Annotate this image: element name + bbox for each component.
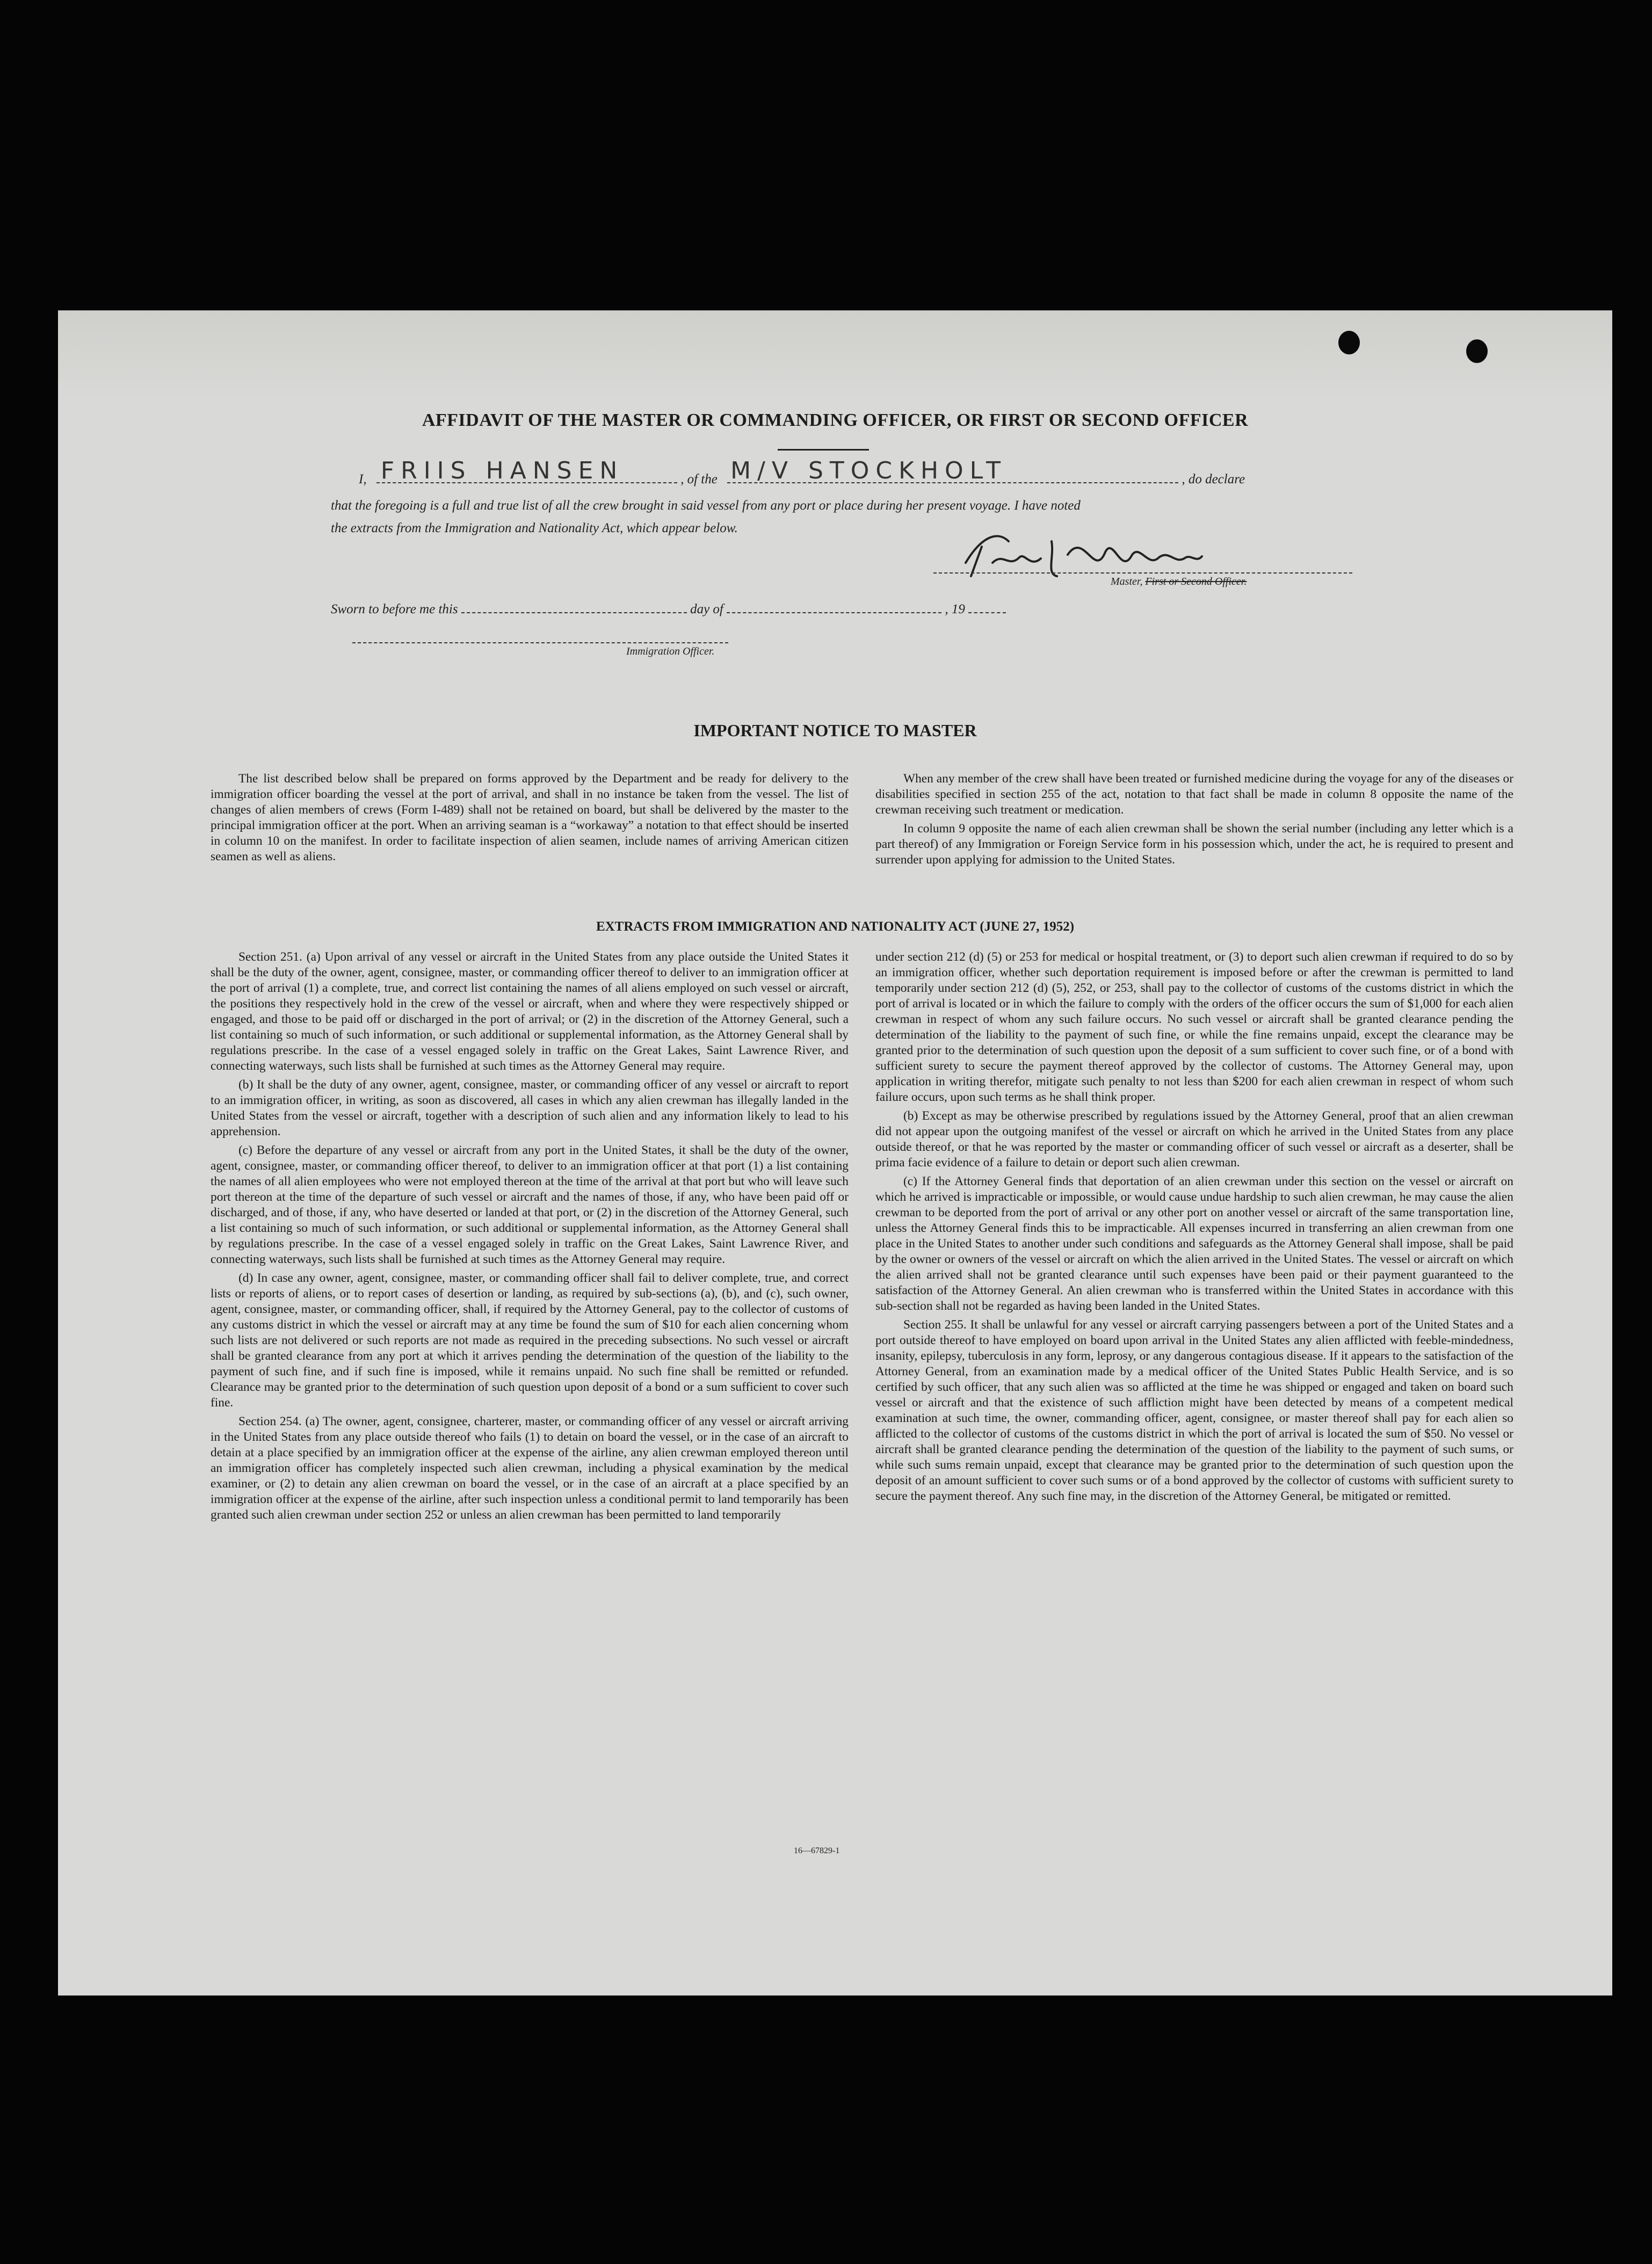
master-label: Master, (1111, 576, 1143, 587)
section-paragraph: Section 251. (a) Upon arrival of any vessel or aircraft in the United States from any place outside the United States it shall be the duty of the owner, agent, consignee, master, or commanding officer thereof to deliver to an immigration officer at the port of arrival (1) a complete, true, and correct list containing the names of all aliens employed on such vessel or aircraft, the positions they respectively hold in the crew of the vessel or aircraft, when and where they were respectively shipped or engaged, and those to be paid off or discharged in the port of arrival; or (2) in the discretion of the Attorney General, such a list containing so much of such information, or such additional or supplemental information, as the Attorney General shall by regulations prescribe. In the case of a vessel engaged solely in traffic on the Great Lakes, Saint Lawrence River, and connecting waterways, such lists shall be furnished at such times as the Attorney General may require. (211, 950, 849, 1073)
vessel-name-field (727, 457, 1178, 484)
master-caption (1111, 576, 1247, 588)
section-paragraph: (c) Before the departure of any vessel or aircraft from any port in the United States, it shall be the duty of the owner, agent, consignee, master, or commanding officer thereof, to deliver to an immigration officer at that port (1) a list containing the names of all alien employees who were not employed thereon at the time of the arrival at that port but who will leave such port thereon at the time of the departure of such vessel or aircraft and the names of those, if any, who have been paid off or discharged, and of those, if any, who have deserted or landed at that port, or (2) in the discretion of the Attorney General, such a list containing so much of such information, or such additional or supplemental information, as the Attorney General shall by regulations prescribe. In the case of a vessel engaged solely in traffic on the Great Lakes, Saint Lawrence River, and connecting waterways, such lists shall be furnished at such times as the Attorney General may require. (211, 1143, 849, 1266)
section-paragraph: (c) If the Attorney General finds that deportation of an alien crewman under this section on the vessel or aircraft on which he arrived is impracticable or impossible, or would cause undue hardship to such alien crewman, he may cause the alien crewman to be deported from the port of arrival or any other port on another vessel or aircraft of the same transportation line, unless the Attorney General finds this to be impracticable. All expenses incurred in transferring an alien crewman from one place in the United States to another under such conditions and safeguards as the Attorney General shall impose, shall be paid by the owner or owners of the vessel or aircraft on which the alien arrived in the United States. The vessel or aircraft on which the alien arrived shall not be granted clearance until such expenses have been paid or their payment guaranteed to the satisfaction of the Attorney General. An alien crewman who is transferred within the United States in accordance with this sub-section shall not be regarded as having been landed in the United States. (875, 1174, 1513, 1313)
sworn-label: Sworn to before me this (331, 602, 458, 616)
notice-right-column (875, 771, 1513, 871)
declaration-line-2: the extracts from the Immigration and Nationality Act, which appear below. (331, 521, 738, 535)
section-paragraph: Section 254. (a) The owner, agent, consignee, charterer, master, or commanding officer of any vessel or aircraft arriving in the United States from any place outside thereof who fails (1) to detain on board the vessel, or in the case of an aircraft to detain at a place specified by an immigration officer at the expense of the airline, any alien crewman employed thereon until an immigration officer has completely inspected such alien crewman, including a physical examination by the medical examiner, or (2) to detain any alien crewman on board the vessel, or in the case of an aircraft at a place specified by an immigration officer at the expense of the airline, after such inspection unless a conditional permit to land temporarily has been granted such alien crewman under section 252 or unless an alien crewman has been permitted to land temporarily (211, 1414, 849, 1522)
officer-caption: Immigration Officer. (626, 645, 715, 657)
extracts-title: EXTRACTS FROM IMMIGRATION AND NATIONALITY ACT (JUNE 27, 1952) (596, 919, 1075, 934)
title-rule (778, 449, 869, 451)
officer-signature-line (352, 642, 728, 643)
master-name-handwritten: FRIIS HANSEN (380, 457, 624, 484)
section-paragraph: under section 212 (d) (5) or 253 for medical or hospital treatment, or (3) to deport such alien crewman if required to do so by an immigration officer, whether such deportation requirement is imposed before or after the crewman is permitted to land temporarily under section 212 (d) (5), 252, or 253, shall pay to the collector of customs of the customs district in which the port of arrival is located or in which the failure to comply with the orders of the officer occurs the sum of $1,000 for each alien crewman in respect of whom any such failure occurs. No such vessel or aircraft shall be granted clearance pending the determination of the liability to the payment of such fine, or while the fine remains unpaid, except the clearance may be granted prior to the determination of such question upon the deposit of a sum sufficient to cover such fine, or of a bond with sufficient surety to secure the payment thereof approved by the collector of customs. The Attorney General may, upon application in writing therefor, mitigate such penalty to not less than $200 for each alien crewman in respect of whom such failure occurs, upon such terms as he shall think proper. (875, 950, 1513, 1104)
sworn-day-field (461, 599, 687, 613)
section-paragraph: (d) In case any owner, agent, consignee, master, or commanding officer shall fail to deliver complete, true, and correct lists or reports of aliens, or to report cases of desertion or landing, as required by sub-sections (a), (b), and (c), such owner, agent, consignee, master, or commanding officer, shall, if required by the Attorney General, pay to the collector of customs of any customs district in which the vessel or aircraft may at any time be found the sum of $10 for each alien concerning whom such lists are not delivered or such reports are not made as required in the preceding subsections. No such vessel or aircraft shall be granted clearance from any port at which it arrives pending the determination of the question of the liability to the payment of such fine, and if such fine is imposed, while it remains unpaid. No such fine shall be remitted or refunded. Clearance may be granted prior to the determination of such question upon deposit of a bond or a sum sufficient to cover such fine. (211, 1271, 849, 1410)
declaration-line-1: that the foregoing is a full and true list of all the crew brought in said vessel from any port or place during her present voyage. I have noted (331, 498, 1081, 513)
i-label: I, (359, 472, 367, 487)
punch-hole (1466, 339, 1488, 363)
sworn-year-field (968, 599, 1006, 613)
section-paragraph: (b) It shall be the duty of any owner, agent, consignee, master, or commanding officer of any vessel or aircraft to report to an immigration officer, in writing, as soon as discovered, all cases in which any alien crewman has illegally landed in the United States from the vessel or aircraft, together with a description of such alien and any information likely to lead to his apprehension. (211, 1078, 849, 1138)
year-label: , 19 (945, 602, 965, 616)
notice-paragraph: When any member of the crew shall have been treated or furnished medicine during the voyage for any of the diseases or disabilities specified in section 255 of the act, notation to that fact shall be made in column 8 opposite the name of the crewman receiving such treatment or medication. (875, 772, 1513, 817)
notice-left-column (211, 771, 849, 868)
vessel-name-handwritten: M/V STOCKHOLT (730, 457, 1008, 484)
section-paragraph: Section 255. It shall be unlawful for any vessel or aircraft carrying passengers between a port of the United States and a port outside thereof to have employed on board upon arrival in the United States any alien afflicted with feeble-mindedness, insanity, epilepsy, tuberculosis in any form, leprosy, or any dangerous contagious disease. If it appears to the satisfaction of the Attorney General, from an examination made by a medical officer of the United States Public Health Service, and is so certified by such officer, that any such alien was so afflicted at the time he was shipped or engaged and taken on board such vessel or aircraft and that the existence of such affliction might have been detected by means of a competent medical examination at such time, the owner, commanding officer, agent, consignee, or master thereof shall pay for each alien so afflicted to the collector of customs of the customs district in which the port of arrival is located the sum of $50. No vessel or aircraft shall be granted clearance pending the determination of the question of the liability to the payment of such sums, or while such sums remain unpaid, except that clearance may be granted prior to the determination of such question upon the deposit of an amount sufficient to cover such sums or of a bond approved by the collector of customs with sufficient surety to secure the payment thereof. Any such fine may, in the discretion of the Attorney General, be mitigated or remitted. (875, 1318, 1513, 1503)
extracts-left-column (211, 949, 849, 1526)
do-declare-label: , do declare (1182, 472, 1245, 487)
form-code: 16—67829-1 (794, 1846, 840, 1855)
sworn-month-field (727, 599, 941, 613)
document-page (58, 310, 1612, 1995)
punch-hole (1338, 331, 1360, 354)
affidavit-declaration-line (359, 457, 1245, 487)
section-paragraph: (b) Except as may be otherwise prescribed by regulations issued by the Attorney General, proof that an alien crewman did not appear upon the outgoing manifest of the vessel or aircraft on which he arrived in the United States from any place outside thereof, or that he was reported by the master or commanding officer of such vessel or aircraft as a deserter, shall be prima facie evidence of a failure to detain or deport such alien crewman. (875, 1109, 1513, 1170)
affidavit-title: AFFIDAVIT OF THE MASTER OR COMMANDING OFFICER, OR FIRST OR SECOND OFFICER (422, 410, 1249, 430)
struck-officer-label: First or Second Officer. (1145, 576, 1247, 587)
notice-title: IMPORTANT NOTICE TO MASTER (693, 721, 977, 740)
master-name-field (376, 457, 677, 484)
day-of-label: day of (690, 602, 723, 616)
master-signature-line (933, 572, 1352, 574)
of-the-label: , of the (680, 472, 718, 487)
notice-paragraph: In column 9 opposite the name of each alien crewman shall be shown the serial number (including any letter which is a part thereof) of any Immigration or Foreign Service form in his possession which, under the act, he is required to present and surrender upon applying for admission to the United States. (875, 822, 1513, 867)
notice-paragraph: The list described below shall be prepared on forms approved by the Department and be ready for delivery to the immigration officer boarding the vessel at the port of arrival, and shall in no instance be taken from the vessel. The list of changes of alien members of crews (Form I-489) shall not be retained on board, but shall be delivered by the master to the principal immigration officer at the port. When an arriving seaman is a “workaway” a notation to that effect should be inserted in column 10 on the manifest. In order to facilitate inspection of alien seamen, include names of arriving American citizen seamen as well as aliens. (211, 772, 849, 863)
extracts-right-column (875, 949, 1513, 1507)
sworn-line (331, 599, 1006, 617)
